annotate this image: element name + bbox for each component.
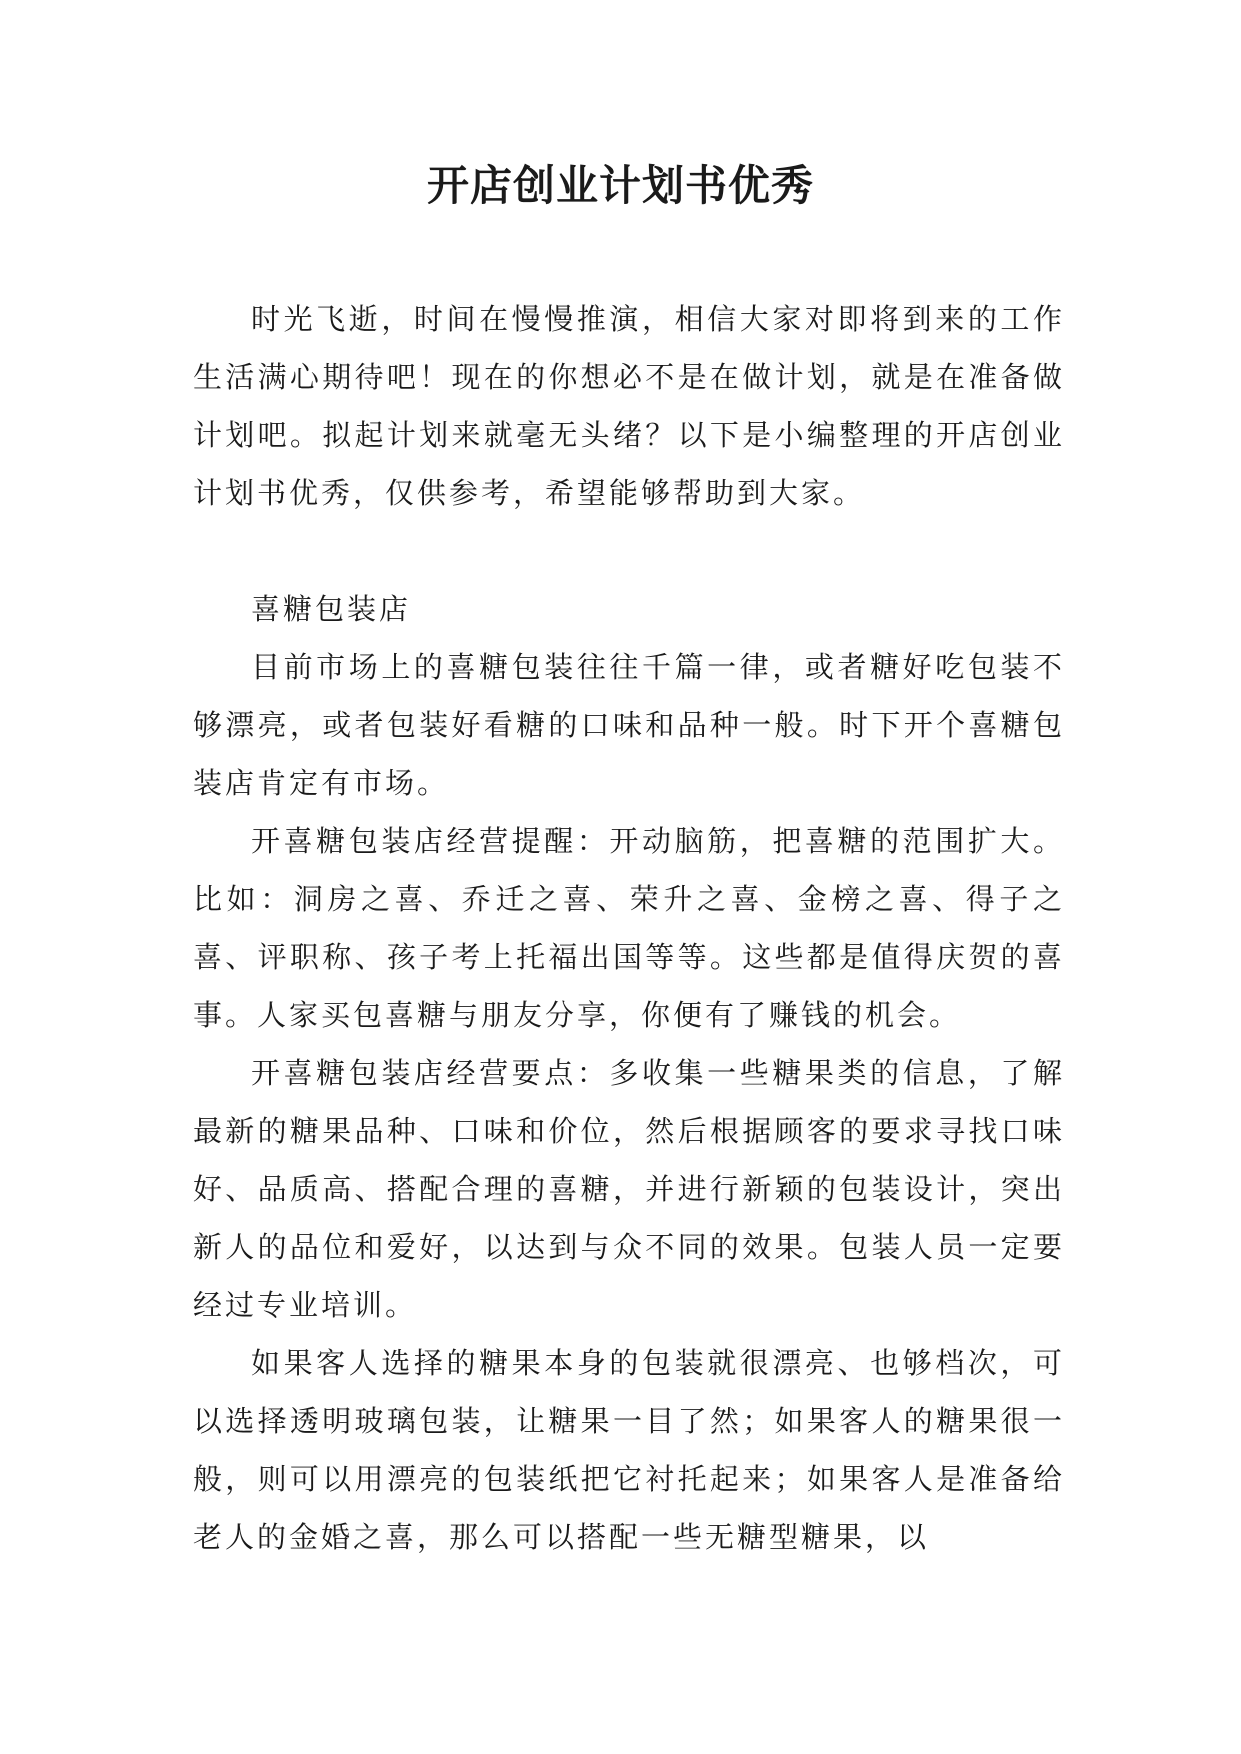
section-heading: 喜糖包装店 — [251, 592, 412, 626]
document-title: 开店创业计划书优秀 — [426, 161, 814, 210]
body-paragraph: 目前市场上的喜糖包装往往千篇一律，或者糖好吃包装不够漂亮，或者包装好看糖的口味和品种一般。时下开个喜糖包装店肯定有市场。 — [193, 650, 1065, 800]
body-paragraph: 如果客人选择的糖果本身的包装就很漂亮、也够档次，可以选择透明玻璃包装，让糖果一目了然；如果客人的糖果很一般，则可以用漂亮的包装纸把它衬托起来；如果客人是准备给老人的金婚之喜，那么可以搭配一些无糖型糖果，以 — [193, 1346, 1065, 1554]
body-paragraph: 开喜糖包装店经营提醒：开动脑筋，把喜糖的范围扩大。比如：洞房之喜、乔迁之喜、荣升之喜、金榜之喜、得子之喜、评职称、孩子考上托福出国等等。这些都是值得庆贺的喜事。人家买包喜糖与朋友分享，你便有了赚钱的机会。 — [193, 824, 1065, 1032]
body-paragraph: 开喜糖包装店经营要点：多收集一些糖果类的信息，了解最新的糖果品种、口味和价位，然后根据顾客的要求寻找口味好、品质高、搭配合理的喜糖，并进行新颖的包装设计，突出新人的品位和爱好，以达到与众不同的效果。包装人员一定要经过专业培训。 — [193, 1056, 1065, 1322]
intro-paragraph: 时光飞逝，时间在慢慢推演，相信大家对即将到来的工作生活满心期待吧！现在的你想必不是在做计划，就是在准备做计划吧。拟起计划来就毫无头绪？以下是小编整理的开店创业计划书优秀，仅供参考，希望能够帮助到大家。 — [193, 302, 1065, 510]
document-body — [193, 290, 1065, 1566]
paragraph-spacer — [193, 522, 1065, 580]
